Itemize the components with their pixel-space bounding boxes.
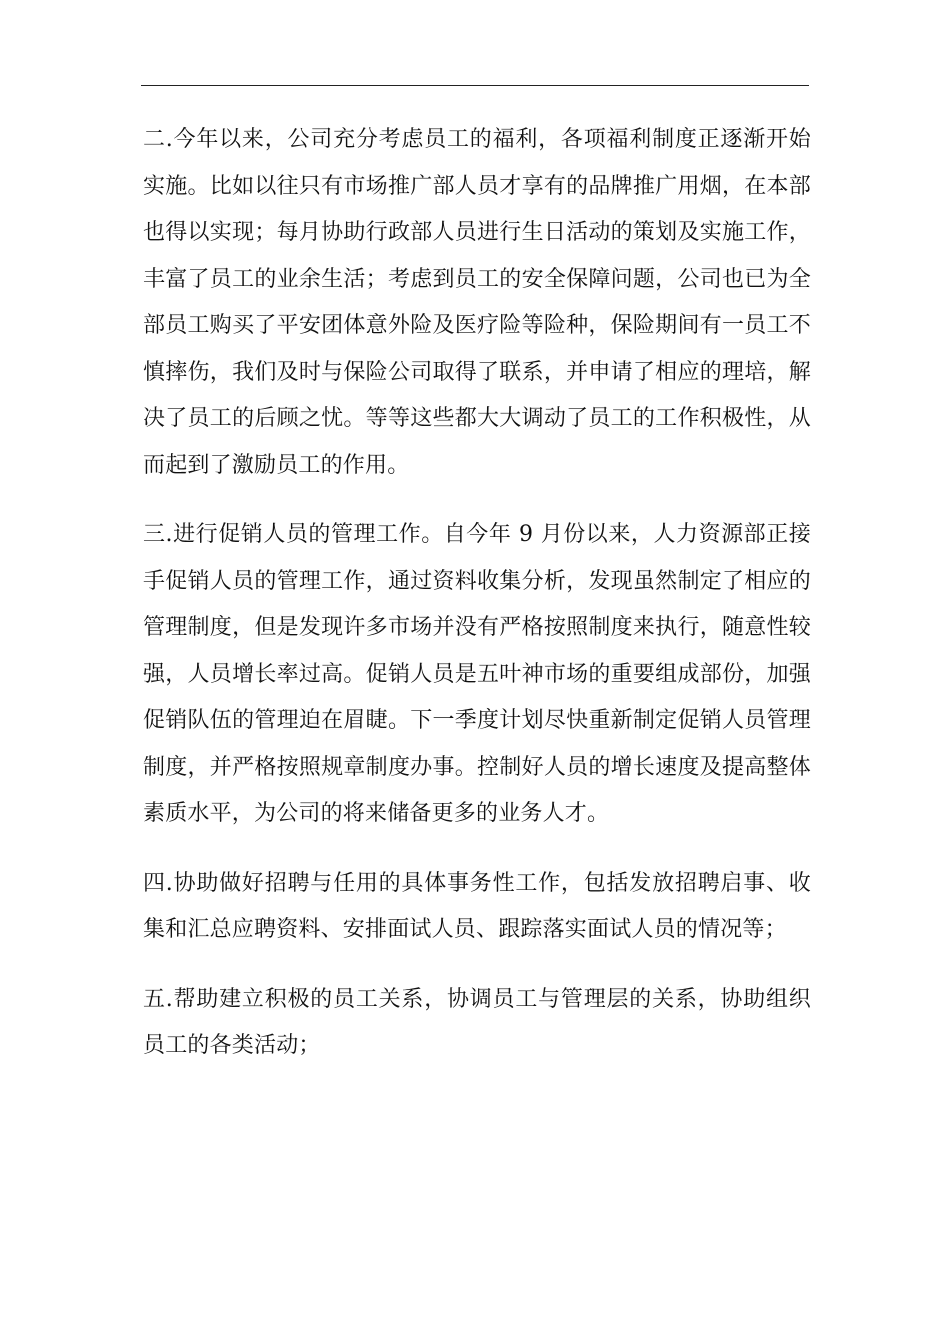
- paragraph-line: 五.帮助建立积极的员工关系，协调员工与管理层的关系，协助组织: [143, 986, 811, 1012]
- paragraph-line: 四.协助做好招聘与任用的具体事务性工作，包括发放招聘启事、收: [143, 870, 811, 896]
- paragraph-line: 丰富了员工的业余生活；考虑到员工的安全保障问题，公司也已为全: [143, 266, 811, 292]
- paragraph-2: [143, 117, 811, 489]
- paragraph-line: 慎摔伤，我们及时与保险公司取得了联系，并申请了相应的理培，解: [143, 359, 811, 385]
- document-body: [143, 117, 811, 1070]
- paragraph-line: 实施。比如以往只有市场推广部人员才享有的品牌推广用烟，在本部: [143, 173, 811, 199]
- paragraph-3: [143, 512, 811, 838]
- paragraph-spacer: [143, 489, 811, 512]
- paragraph-line: 集和汇总应聘资料、安排面试人员、跟踪落实面试人员的情况等；: [143, 917, 787, 942]
- paragraph-line: 三.进行促销人员的管理工作。自今年 9 月份以来，人力资源部正接: [143, 522, 811, 547]
- paragraph-line: 管理制度，但是发现许多市场并没有严格按照制度来执行，随意性较: [143, 615, 811, 640]
- paragraph-spacer: [143, 954, 811, 977]
- paragraph-line: 二.今年以来，公司充分考虑员工的福利，各项福利制度正逐渐开始: [143, 127, 811, 152]
- paragraph-line: 手促销人员的管理工作，通过资料收集分析，发现虽然制定了相应的: [143, 568, 811, 594]
- paragraph-line: 促销队伍的管理迫在眉睫。下一季度计划尽快重新制定促销人员管理: [143, 708, 811, 733]
- paragraph-line: 制度，并严格按照规章制度办事。控制好人员的增长速度及提高整体: [143, 754, 811, 780]
- paragraph-line: 员工的各类活动；: [143, 1033, 321, 1058]
- paragraph-5: [143, 977, 811, 1070]
- paragraph-line: 而起到了激励员工的作用。: [143, 452, 410, 478]
- paragraph-line: 决了员工的后顾之忧。等等这些都大大调动了员工的工作积极性，从: [143, 406, 811, 431]
- paragraph-4: [143, 861, 811, 954]
- paragraph-line: 也得以实现；每月协助行政部人员进行生日活动的策划及实施工作，: [143, 220, 811, 245]
- paragraph-spacer: [143, 838, 811, 861]
- header-rule: [141, 85, 809, 86]
- paragraph-line: 部员工购买了平安团体意外险及医疗险等险种，保险期间有一员工不: [143, 313, 811, 338]
- paragraph-line: 强，人员增长率过高。促销人员是五叶神市场的重要组成部份，加强: [143, 661, 811, 687]
- paragraph-line: 素质水平，为公司的将来储备更多的业务人才。: [143, 801, 610, 826]
